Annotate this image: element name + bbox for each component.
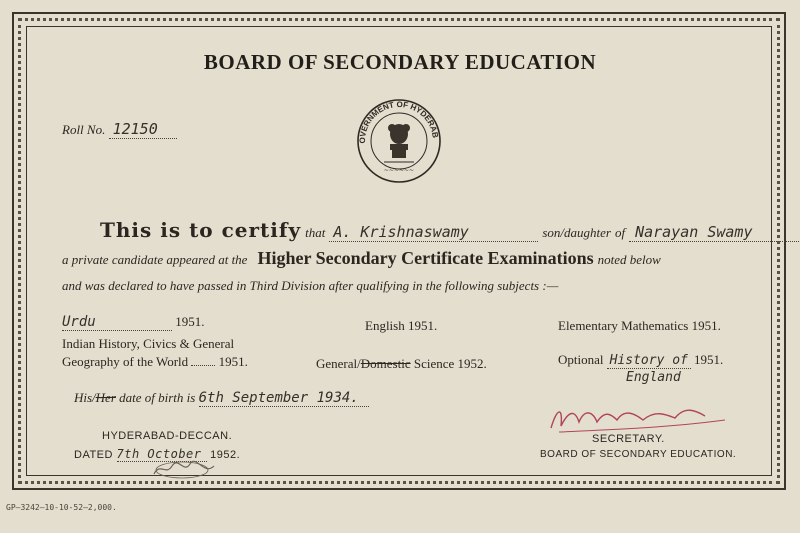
parent-name: Narayan Swamy <box>629 223 800 242</box>
subject-3-year: 1951. <box>691 318 721 333</box>
roll-number: 12150 <box>109 120 177 139</box>
svg-text:GOVERNMENT OF HYDERABAD: OVERNMENT OF HYDERAB <box>357 99 440 144</box>
dob-value: 6th September 1934. <box>199 390 369 407</box>
subject-5-struck: Domestic <box>360 356 411 371</box>
subject-3 <box>558 318 721 334</box>
subject-4-line1: Indian History, Civics & General <box>62 336 235 351</box>
government-seal <box>346 98 452 189</box>
dob-struck: Her <box>95 390 116 405</box>
subject-3-name: Elementary Mathematics <box>558 318 689 333</box>
subject-6 <box>558 352 723 369</box>
subject-1-name: Urdu <box>62 314 172 331</box>
subject-2 <box>365 318 437 334</box>
certify-line <box>100 218 800 242</box>
dob-prefix: His/ <box>74 390 96 405</box>
subject-2-year: 1951. <box>407 318 438 333</box>
subject-4 <box>62 354 248 370</box>
subject-6-label: Optional <box>558 352 604 367</box>
subject-6-name-line2: England <box>626 370 681 385</box>
subject-4-year: 1951. <box>218 354 248 369</box>
roll-number-row <box>62 120 177 139</box>
certify-that: that <box>305 225 326 240</box>
subject-6-year: 1951. <box>694 352 724 367</box>
subject-6-name-line1: History of <box>607 353 691 369</box>
secretary-board: BOARD OF SECONDARY EDUCATION. <box>540 449 737 460</box>
exam-line <box>62 248 661 269</box>
initials-scribble-icon <box>150 458 220 480</box>
of-label: of <box>614 225 626 240</box>
subject-5-year: 1952. <box>457 356 487 371</box>
dob-label: date of birth is <box>115 390 196 405</box>
seal-emblem-icon <box>346 98 452 184</box>
subject-5-prefix: General/ <box>316 356 361 371</box>
svg-text:~~~~~~: ~~~~~~ <box>383 167 415 174</box>
board-title: BOARD OF SECONDARY EDUCATION <box>203 50 597 74</box>
subject-1 <box>62 314 205 331</box>
subject-5-suffix: Science <box>410 356 455 371</box>
roll-label: Roll No. <box>62 122 106 137</box>
dated-label: DATED <box>74 449 113 461</box>
subject-5 <box>316 356 487 372</box>
dated-year: 1952. <box>210 449 241 461</box>
certify-heading: This is to certify <box>100 218 302 242</box>
dob-line <box>74 390 369 407</box>
subject-2-name: English <box>365 318 405 333</box>
secretary-signature-icon <box>545 398 735 438</box>
candidate-name: A. Krishnaswamy <box>329 223 538 242</box>
dated-value: 7th October <box>117 447 207 462</box>
private-candidate-text: a private candidate appeared at the <box>62 252 248 267</box>
son-daughter-label: son/daughter <box>542 225 611 240</box>
print-code: GP—3242—10-10-52—2,000. <box>6 503 117 512</box>
exam-name: Higher Secondary Certificate Examinations <box>257 248 594 268</box>
subject-4-name-line2: Geography of the World <box>62 354 189 369</box>
secretary-title: SECRETARY. <box>592 433 665 445</box>
subject-1-year: 1951. <box>175 314 205 329</box>
place: HYDERABAD-DECCAN. <box>102 430 233 442</box>
declared-text: and was declared to have passed in Third Division after qualifying in the following subjects :— <box>62 278 559 293</box>
noted-below: noted below <box>597 252 661 267</box>
